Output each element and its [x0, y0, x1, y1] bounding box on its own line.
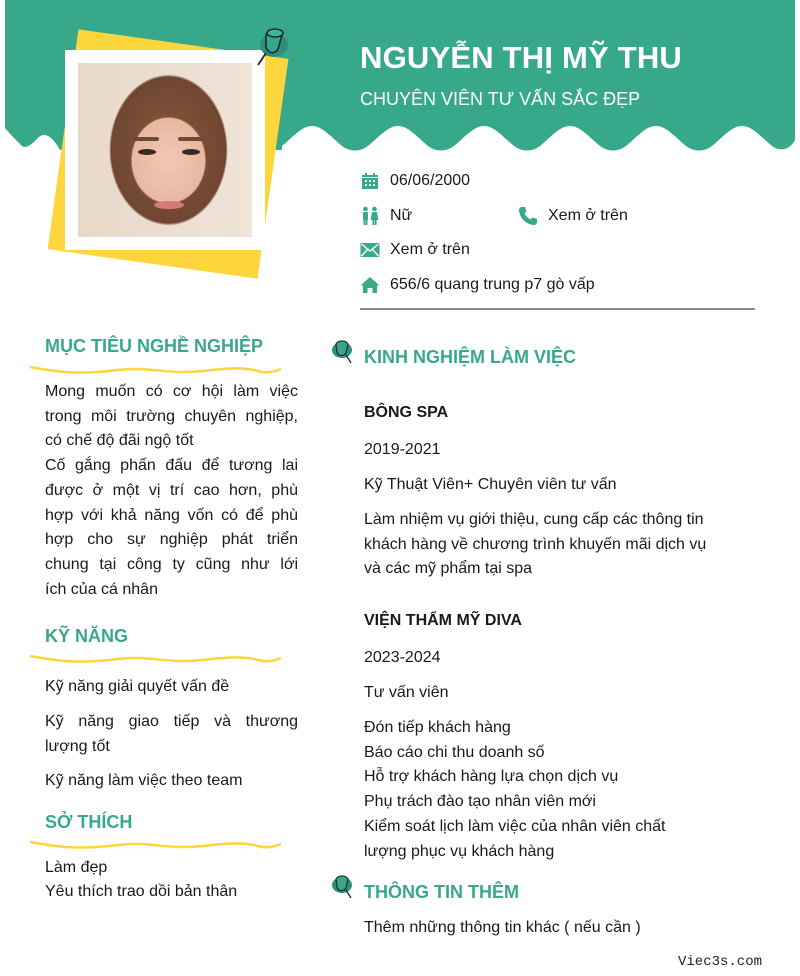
job-role: Tư vấn viên [364, 684, 449, 701]
candidate-name: NGUYỄN THỊ MỸ THU [360, 40, 683, 75]
avatar [78, 63, 252, 237]
objective-text: Mong muốn có cơ hội làm việc trong môi trường chuyên nghiệp, có chế độ đãi ngộ tốt Cố gắng phấn đấu để tương lai được ở một vị trí cao hơn, phù hợp với khả năng vốn có để phù hợp cho sự nghiệp phát triển chung tại công ty cũng như lới ích của cá nhân [45, 383, 298, 598]
squiggle-underline [28, 651, 283, 665]
email-value: Xem ở trên [390, 241, 470, 259]
skill-item: Kỹ năng giải quyết vấn đề [45, 678, 230, 695]
address-row [360, 268, 755, 303]
pushpin-icon [329, 338, 357, 366]
gender-value: Nữ [390, 206, 413, 224]
gender-phone-row [360, 199, 755, 234]
calendar-icon [360, 171, 380, 191]
experience-title: KINH NGHIỆM LÀM VIỆC [364, 347, 577, 367]
squiggle-underline [28, 362, 283, 376]
photo-frame [65, 50, 265, 250]
skills-title: KỸ NĂNG [45, 626, 129, 646]
pushpin-icon [329, 873, 357, 901]
gender-icon [360, 206, 380, 226]
email-row [360, 233, 755, 268]
job-period: 2023-2024 [364, 649, 441, 666]
phone-item [518, 206, 628, 226]
job-role: Kỹ Thuật Viên+ Chuyên viên tư vấn [364, 476, 617, 493]
header-divider [360, 308, 755, 310]
profile-photo-block [40, 25, 300, 285]
skill-item: Kỹ năng giao tiếp và thương lượng tốt [45, 713, 298, 755]
birthday-row [360, 164, 755, 199]
job-company: VIỆN THẨM MỸ DIVA [364, 612, 522, 629]
skill-item: Kỹ năng làm việc theo team [45, 772, 243, 789]
watermark: Viec3s.com [677, 954, 762, 970]
candidate-job-title: CHUYÊN VIÊN TƯ VẤN SẮC ĐẸP [360, 89, 641, 109]
contact-info [360, 164, 755, 302]
home-icon [360, 275, 380, 295]
job-description: Đón tiếp khách hàng Báo cáo chi thu doanh số Hỗ trợ khách hàng lựa chọn dịch vụ Phụ trách đào tạo nhân viên mới Kiểm soát lịch làm việc của nhân viên chất lượng phục vụ khách hàng [364, 719, 666, 860]
job-company: BÔNG SPA [364, 404, 449, 421]
phone-value: Xem ở trên [548, 206, 628, 224]
job-description: Làm nhiệm vụ giới thiệu, cung cấp các thông tin khách hàng về chương trình khuyến mãi dịch vụ và các mỹ phẩm tại spa [364, 511, 707, 578]
objective-title: MỤC TIÊU NGHỀ NGHIỆP [45, 336, 264, 356]
phone-icon [518, 206, 538, 226]
job-period: 2019-2021 [364, 441, 441, 458]
extra-info-text: Thêm những thông tin khác ( nếu cần ) [364, 919, 641, 936]
mail-icon [360, 240, 380, 260]
squiggle-underline [28, 837, 283, 851]
hobbies-title: SỞ THÍCH [45, 812, 133, 832]
hobby-item: Làm đẹp [45, 859, 108, 876]
address-value: 656/6 quang trung p7 gò vấp [390, 275, 595, 293]
hobby-item: Yêu thích trao dồi bản thân [45, 883, 238, 900]
extra-info-title: THÔNG TIN THÊM [364, 882, 519, 902]
pushpin-icon [250, 25, 296, 71]
birthday-value: 06/06/2000 [390, 172, 471, 190]
